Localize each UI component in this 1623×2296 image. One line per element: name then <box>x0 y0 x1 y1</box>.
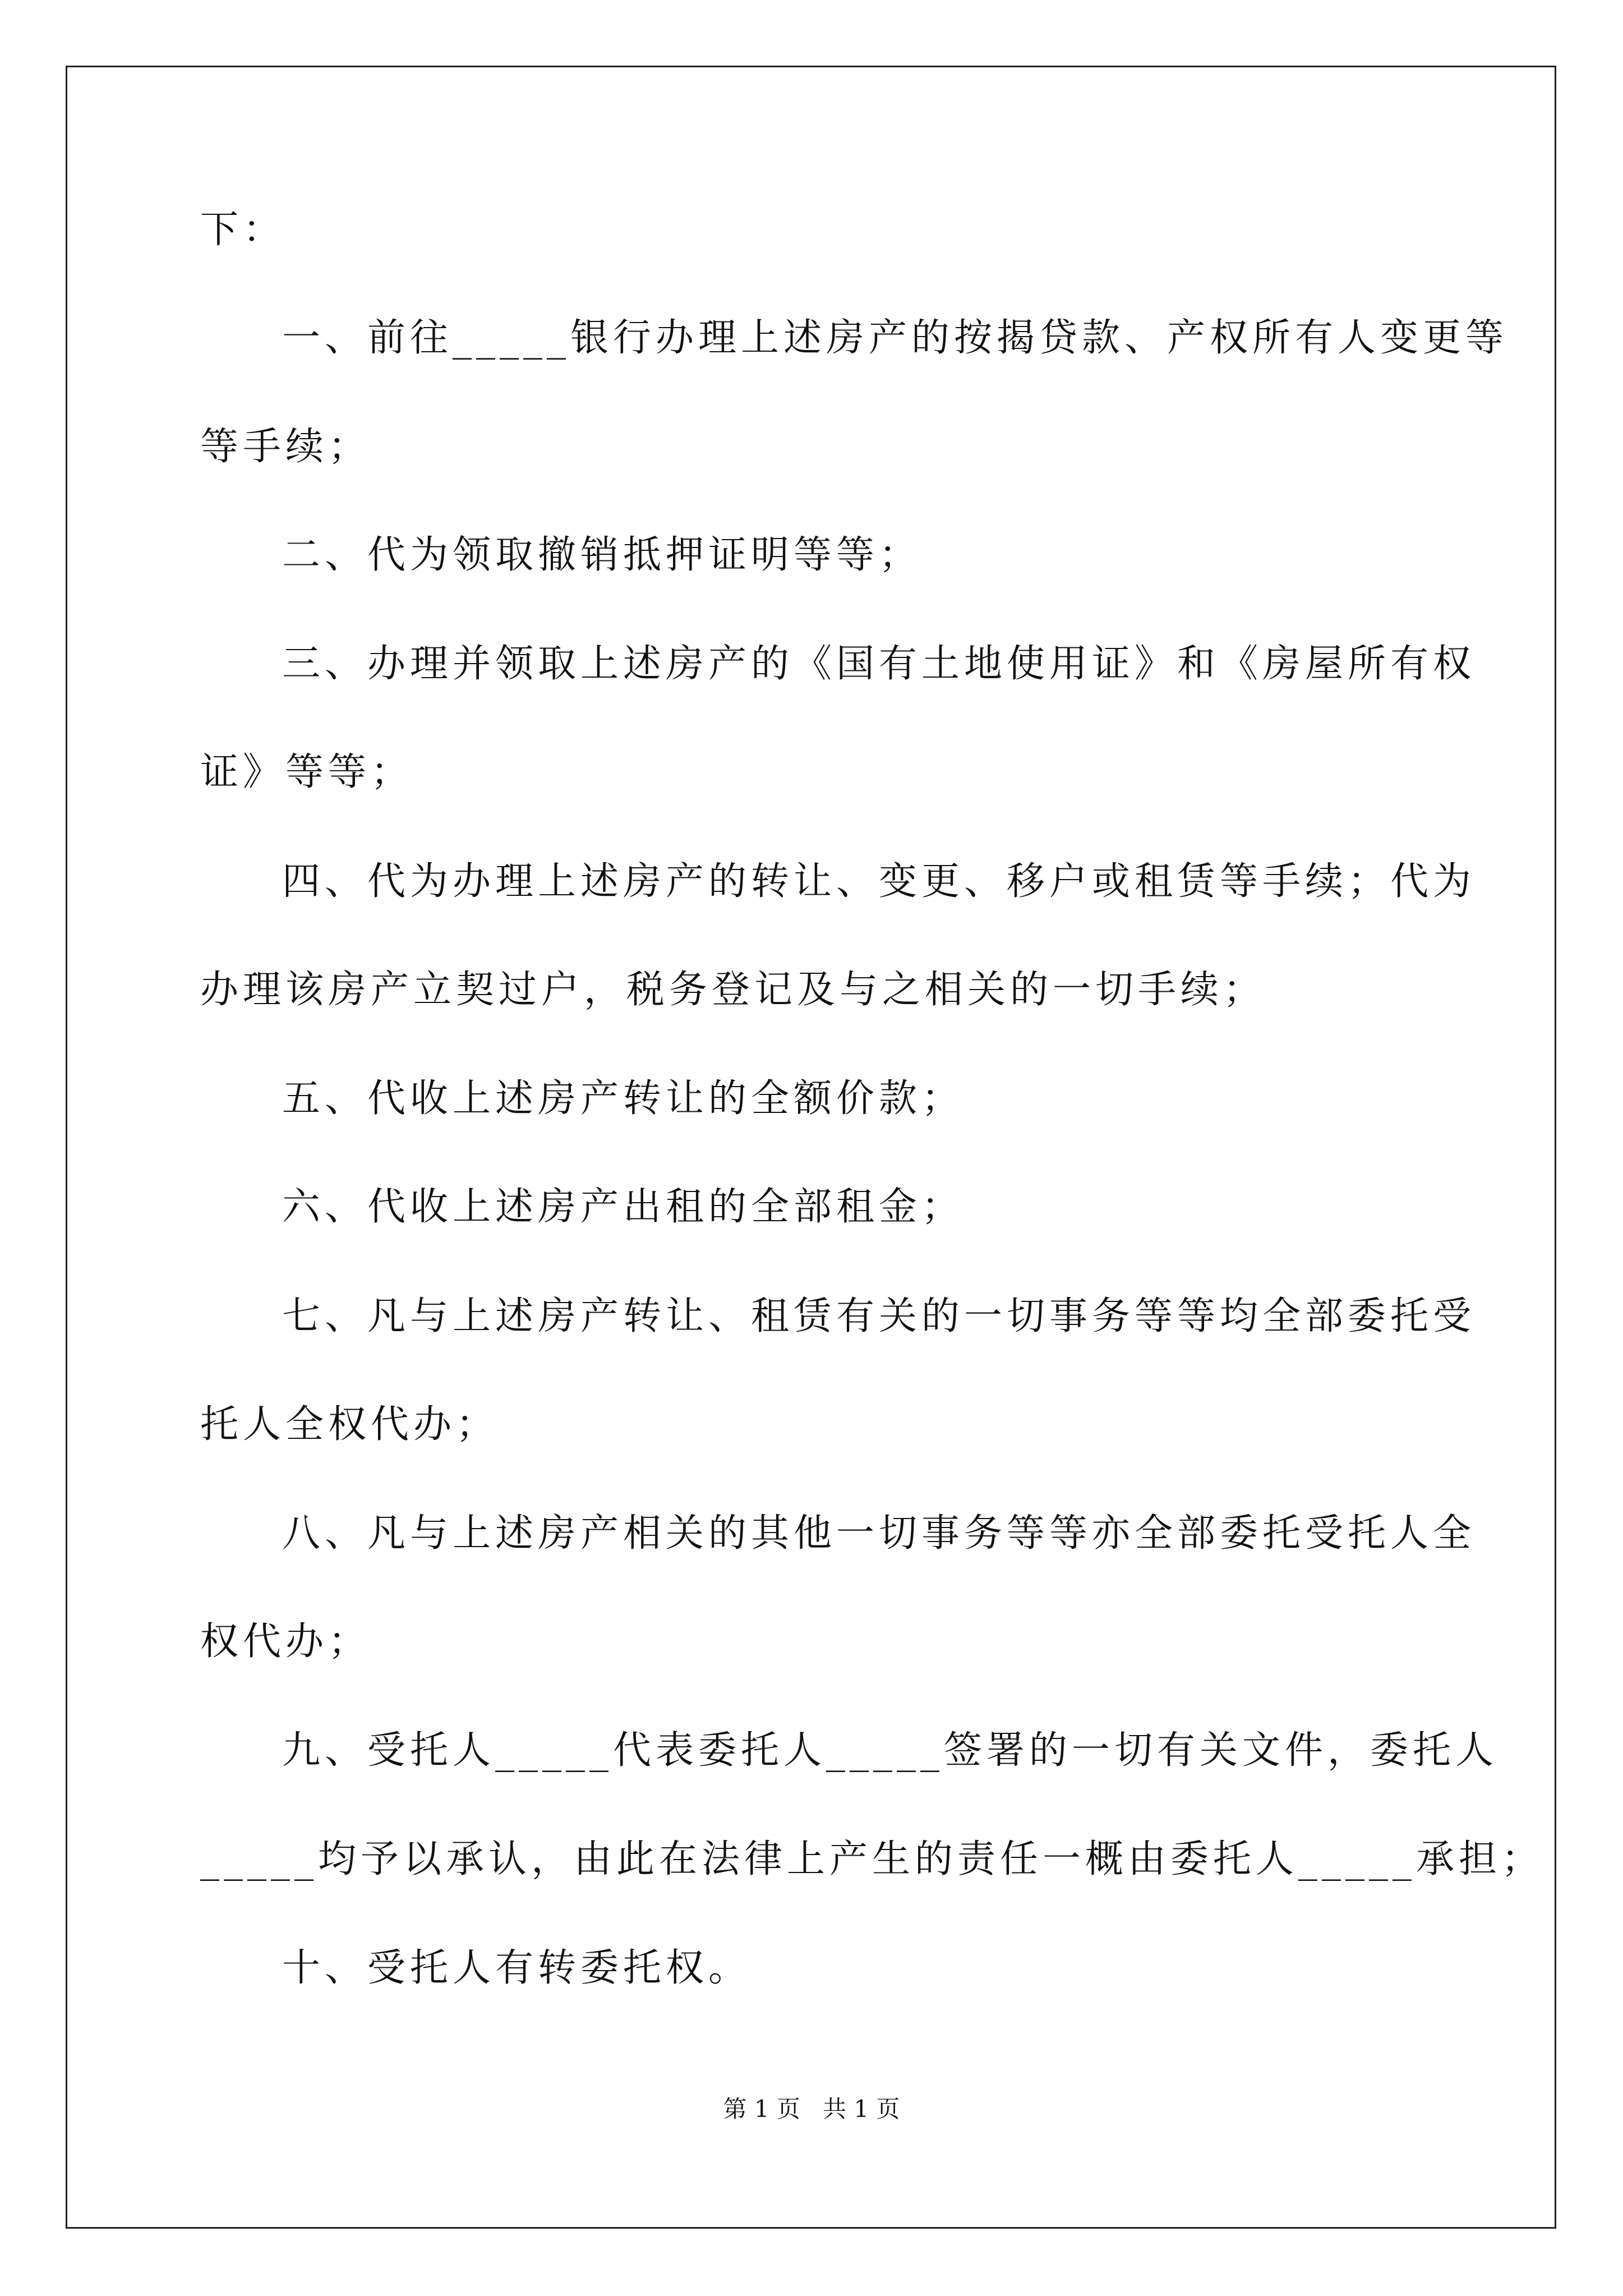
clause-3-continuation: 证》等等； <box>200 750 414 794</box>
clause-7: 七、凡与上述房产转让、租赁有关的一切事务等等均全部委托受 <box>282 1294 1476 1338</box>
page-number-footer: 第 1 页 共 1 页 <box>723 2095 900 2123</box>
clause-1-continuation: 等手续； <box>200 425 371 469</box>
clause-5: 五、代收上述房产转让的全额价款； <box>282 1076 965 1121</box>
clause-3: 三、办理并领取上述房产的《国有土地使用证》和《房屋所有权 <box>282 642 1476 686</box>
clause-9-continuation: _____均予以承认，由此在法律上产生的责任一概由委托人_____承担； <box>200 1837 1544 1881</box>
clause-7-continuation: 托人全权代办； <box>200 1402 499 1447</box>
clause-8-continuation: 权代办； <box>200 1619 371 1664</box>
page-frame <box>66 66 1556 2229</box>
clause-10: 十、受托人有转委托权。 <box>282 1946 751 1990</box>
clause-6: 六、代收上述房产出租的全部租金； <box>282 1185 965 1229</box>
clause-2: 二、代为领取撤销抵押证明等等； <box>282 533 922 577</box>
text-line-continuation: 下： <box>200 208 286 252</box>
clause-1: 一、前往_____银行办理上述房产的按揭贷款、产权所有人变更等 <box>282 316 1509 360</box>
clause-4: 四、代为办理上述房产的转让、变更、移户或租赁等手续；代为 <box>282 859 1476 904</box>
clause-8: 八、凡与上述房产相关的其他一切事务等等亦全部委托受托人全 <box>282 1511 1476 1556</box>
clause-4-continuation: 办理该房产立契过户，税务登记及与之相关的一切手续； <box>200 968 1266 1012</box>
clause-9: 九、受托人_____代表委托人_____签署的一切有关文件，委托人 <box>282 1728 1498 1773</box>
